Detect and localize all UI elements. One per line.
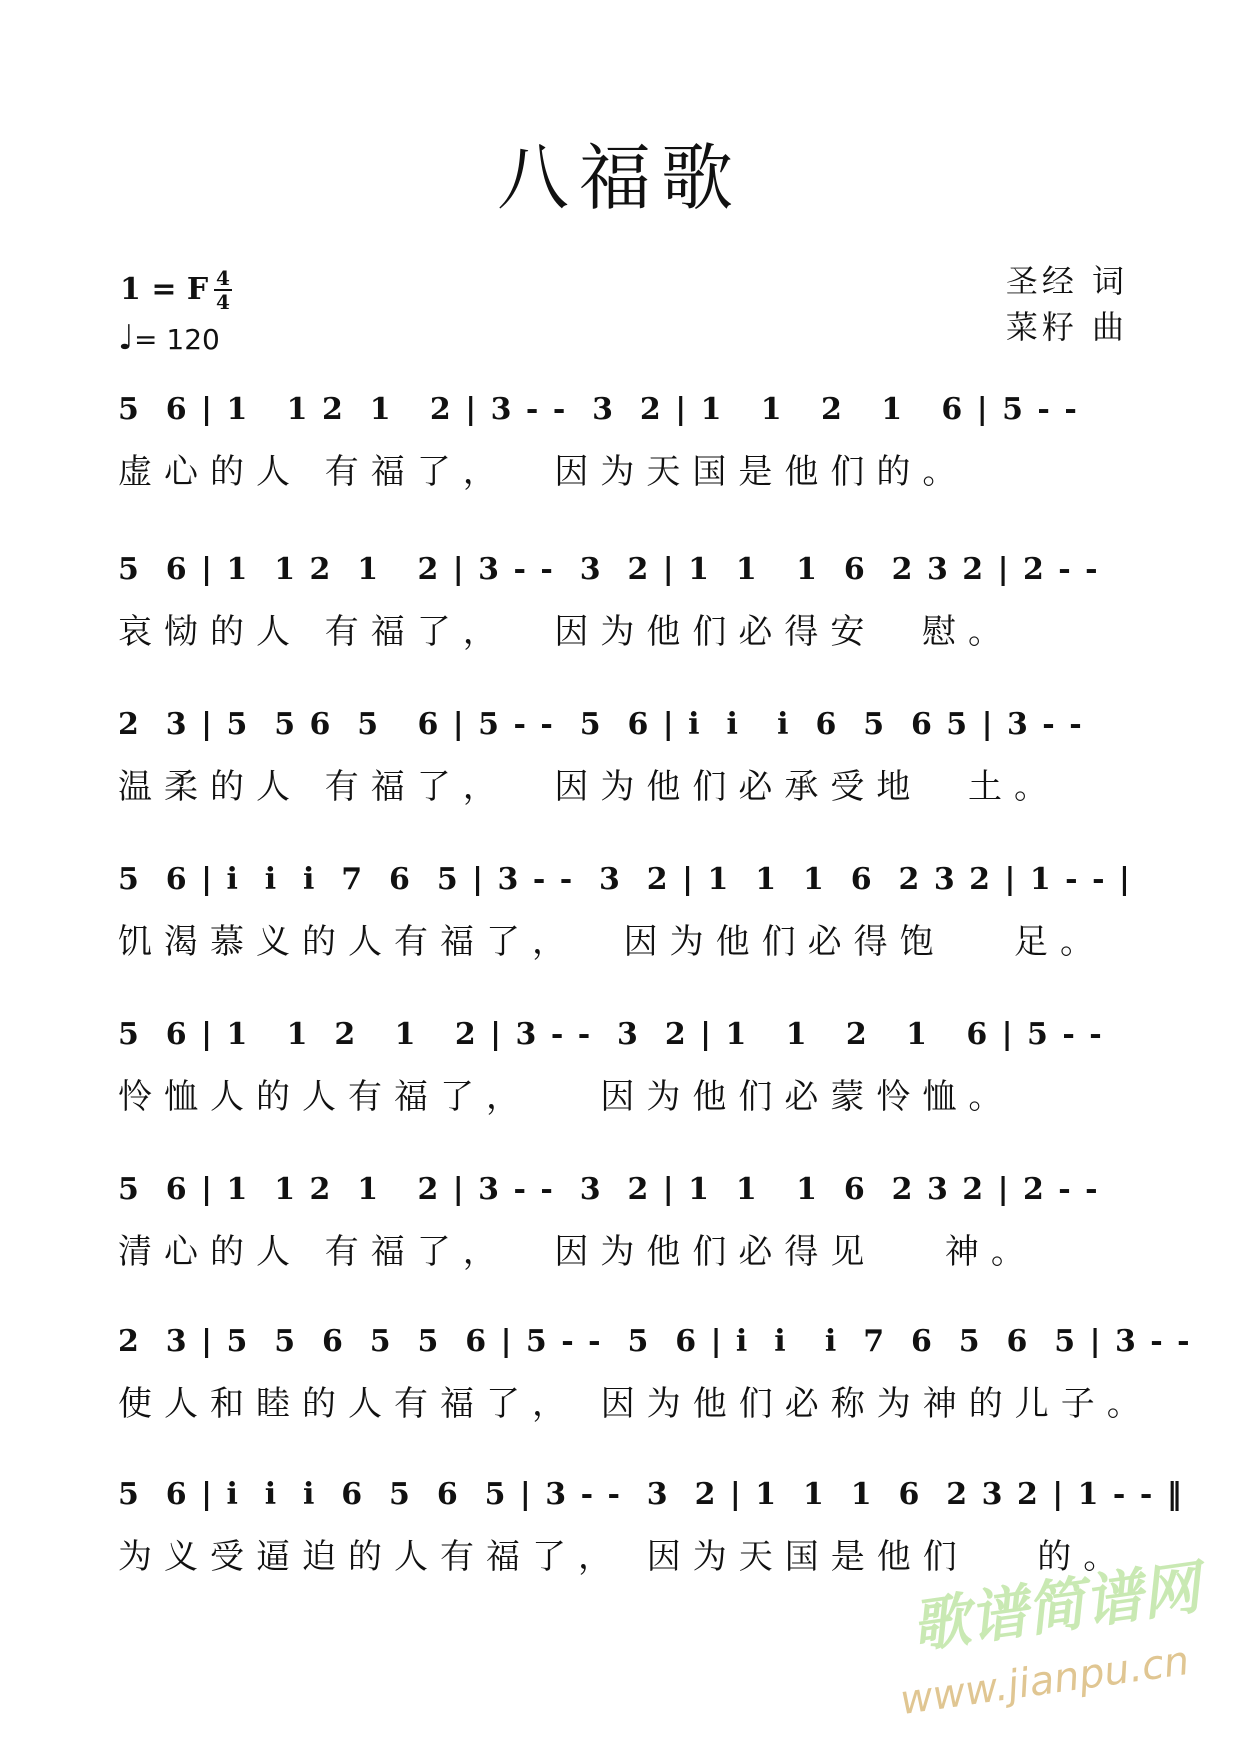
lyrics-line: 为义受逼迫的人有福了， 因为天国是他们 的。 <box>118 1537 1130 1577</box>
time-signature-top: 4 <box>216 266 230 290</box>
quarter-note-icon: ♩ <box>118 318 135 358</box>
credits <box>1006 258 1128 350</box>
score-system <box>118 695 1128 808</box>
notation-line: 5 6 | i i i 6 5 6 5 | 3 - - 3 2 | 1 1 1 6 2 3 2 | 1 - - ‖ <box>118 1477 1184 1512</box>
time-signature-bottom: 4 <box>216 290 230 314</box>
key-signature: 1 = F <box>120 272 209 307</box>
song-title: 八福歌 <box>496 136 743 220</box>
notation-line: 5 6 | 1 1 2 1 2 | 3 - - 3 2 | 1 1 2 1 6 | 5 - - <box>118 1017 1104 1052</box>
lyrics-line: 虚心的人 有福了， 因为天国是他们的。 <box>118 452 969 492</box>
score-system <box>118 1465 1184 1578</box>
lyrics-line: 温柔的人 有福了， 因为他们必承受地 土。 <box>118 767 1061 807</box>
score-system <box>118 850 1132 963</box>
watermark-url: www.jianpu.cn <box>897 1637 1192 1725</box>
lyrics-line: 清心的人 有福了， 因为他们必得见 神。 <box>118 1232 1037 1272</box>
notation-line: 5 6 | 1 1 2 1 2 | 3 - - 3 2 | 1 1 2 1 6 | 5 - - <box>118 392 1079 427</box>
notation-line: 2 3 | 5 5 6 5 6 | 5 - - 5 6 | i i i 6 5 6 5 | 3 - - <box>118 707 1084 742</box>
lyricist-credit: 圣经 词 <box>1005 262 1128 300</box>
composer-credit: 菜籽 曲 <box>1005 308 1128 346</box>
tempo-mark <box>118 318 220 358</box>
score-system <box>118 540 1128 653</box>
notation-line: 5 6 | 1 1 2 1 2 | 3 - - 3 2 | 1 1 1 6 2 3 2 | 2 - - <box>118 1172 1100 1207</box>
score-system <box>118 1005 1128 1118</box>
watermark-logo: 歌谱简谱网 <box>907 1553 1205 1661</box>
score-system <box>118 380 1128 493</box>
lyrics-line: 饥渴慕义的人有福了， 因为他们必得饱 足。 <box>118 922 1107 962</box>
tempo-value: = 120 <box>134 323 220 356</box>
lyrics-line: 使人和睦的人有福了， 因为他们必称为神的儿子。 <box>118 1384 1153 1424</box>
score-system <box>118 1160 1128 1273</box>
notation-line: 5 6 | 1 1 2 1 2 | 3 - - 3 2 | 1 1 1 6 2 3 2 | 2 - - <box>118 552 1100 587</box>
lyrics-line: 怜恤人的人有福了， 因为他们必蒙怜恤。 <box>118 1077 1015 1117</box>
notation-line: 2 3 | 5 5 6 5 5 6 | 5 - - 5 6 | i i i 7 6 5 6 5 | 3 - - <box>118 1324 1192 1359</box>
lyrics-line: 哀恸的人 有福了， 因为他们必得安 慰。 <box>118 612 1015 652</box>
time-signature <box>214 268 232 312</box>
notation-line: 5 6 | i i i 7 6 5 | 3 - - 3 2 | 1 1 1 6 2 3 2 | 1 - - | <box>118 862 1132 897</box>
score-system <box>118 1312 1192 1425</box>
